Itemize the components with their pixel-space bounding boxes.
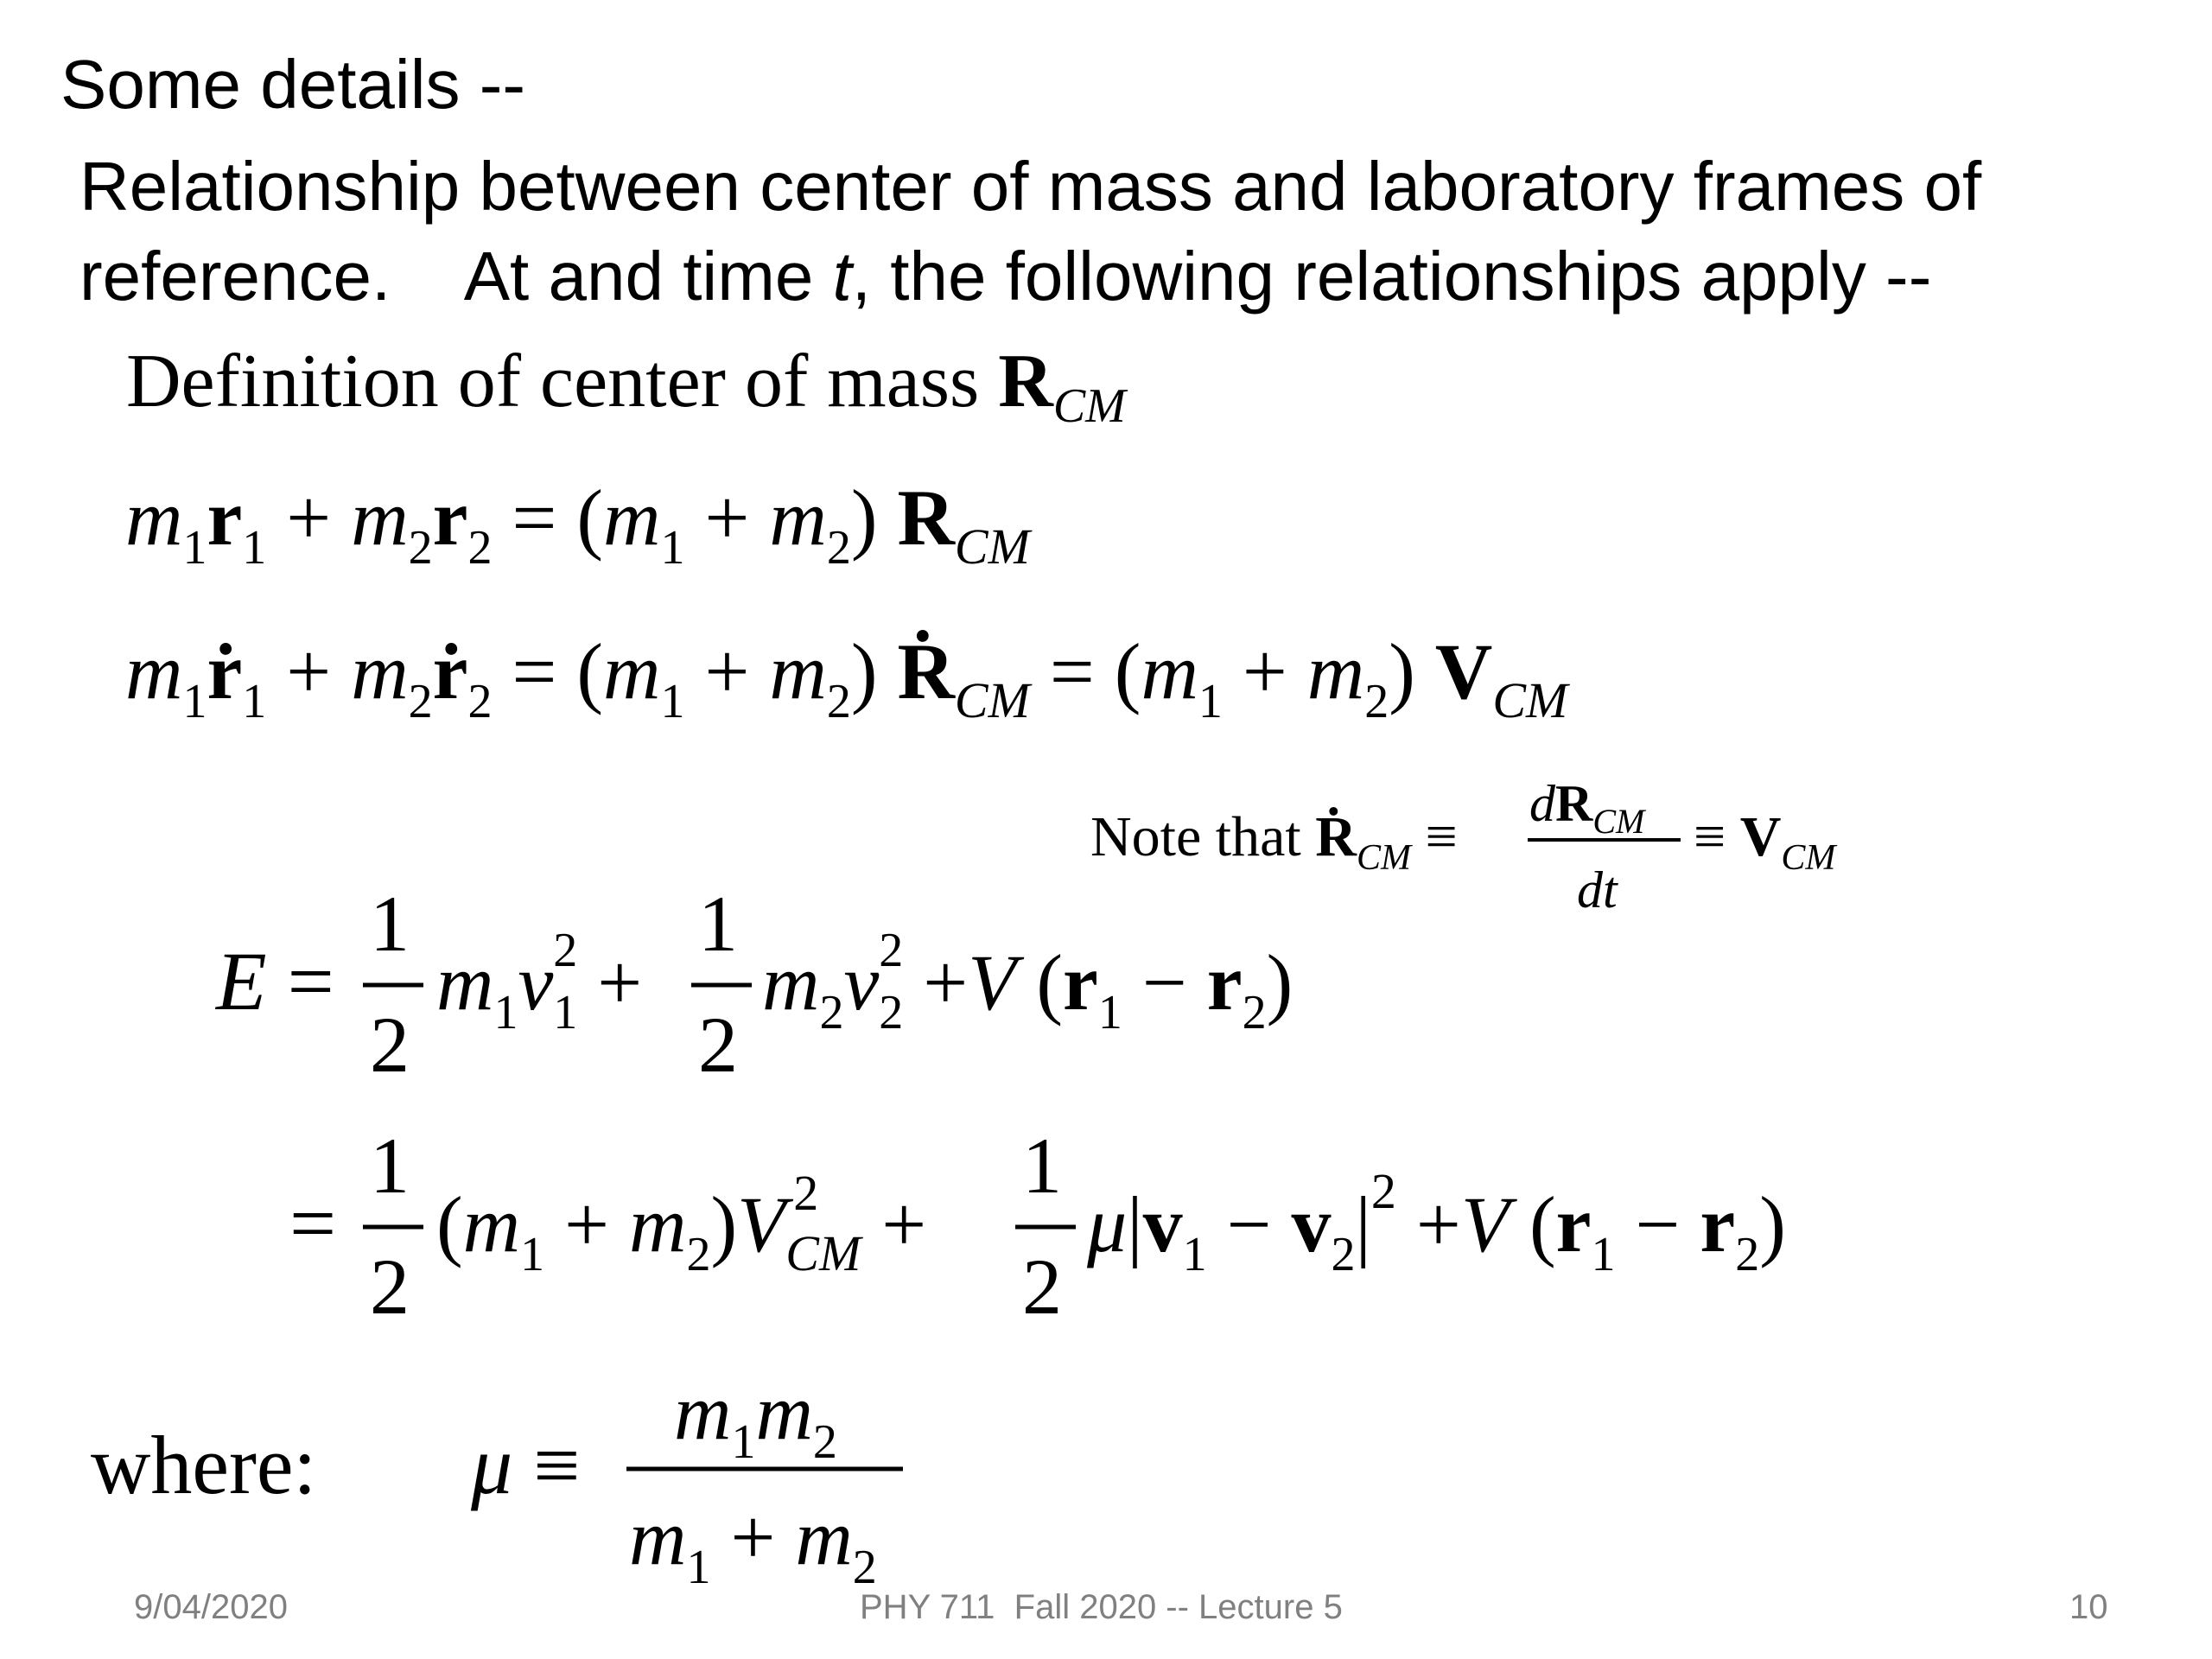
definition-subscript: CM — [1052, 379, 1126, 433]
definition-symbol: R — [998, 340, 1053, 423]
svg-text:μ|v1 − v2|2 +V (r1 − r2): $\mu|v_1 - v_2|^2 +V$ $(r_1 - r_2)$ — [1087, 1163, 1786, 1281]
footer-course: PHY 711 Fall 2020 -- Lecture 5 — [860, 1588, 1343, 1626]
svg-text:m1m2: $m_1m_2$ — [674, 1368, 837, 1469]
equation-center-of-mass-velocity — [125, 627, 1570, 728]
intro-line-2-start: reference. At and time — [79, 238, 833, 315]
svg-text:(m1 + m2)VCM2 +: $(m_1 + m_2)V_{CM}2$ + — [436, 1165, 927, 1281]
svg-text:dt: dt — [1577, 861, 1618, 918]
svg-text:m2v22 +V (r1 − r2): $m_2v_22 +V$ $(r_1 - r_2)$ — [762, 924, 1294, 1039]
slide-heading: Some details -- — [60, 46, 525, 123]
svg-text:m1 + m2: $m_1 + m_2$ — [629, 1493, 877, 1594]
reduced-mass-definition — [91, 1368, 903, 1594]
svg-text:1: 1 — [698, 880, 738, 968]
equation-energy — [214, 880, 1293, 1089]
intro-line-2-end: , the following relationships apply -- — [851, 238, 1932, 315]
svg-text:2: 2 — [698, 1001, 738, 1089]
note-velocity-definition — [1090, 775, 1837, 918]
footer-date: 9/04/2020 — [134, 1588, 288, 1626]
svg-text:dRCM: $dR_{CM}$ — [1529, 775, 1645, 841]
svg-text:μ ≡: μ ≡ — [471, 1419, 581, 1511]
svg-text:≡ VCM: ≡ $V_{CM}$ — [1694, 805, 1836, 878]
where-label: where: — [91, 1419, 317, 1511]
svg-text:E =: E = — [216, 935, 334, 1027]
intro-line-1: Relationship between center of mass and laboratory frames of — [79, 148, 1982, 225]
intro-time-variable: t — [832, 238, 852, 315]
svg-text:m1r1 + m2r2 = (m1 + m2) RCM: $m_1r_1 + m_2r_2 = (m_1 + m_2)$ $R_{CM}$ — [125, 474, 1030, 575]
svg-text:1: 1 — [370, 1122, 410, 1210]
note-prefix: Note that — [1090, 805, 1301, 868]
definition-text: Definition of center of mass — [126, 340, 999, 423]
svg-text:Note that ṘCM ≡: Note that Ṙ$_{CM}$ ≡ — [1090, 805, 1458, 878]
svg-text:1: 1 — [370, 880, 410, 968]
svg-text:1: 1 — [1022, 1122, 1062, 1210]
svg-text:2: 2 — [370, 1001, 410, 1089]
equation-energy-reduced — [289, 1122, 1786, 1331]
equation-center-of-mass — [125, 474, 1033, 575]
svg-text:2: 2 — [1022, 1243, 1062, 1331]
footer-page-number: 10 — [2069, 1588, 2108, 1626]
svg-text:m1v12 +: $m_1v_12$ + — [436, 924, 643, 1039]
svg-text:=: = — [289, 1177, 337, 1269]
svg-text:m1ṙ1 + m2ṙ2 = (m1 + m2) ṘCM =: $m_1ṙ_1$ + $m_2ṙ_2 = (m_1 + m_2)$ Ṙ$_{CM}$ = $(m_1 + m_2)$ $V_{CM}$ — [125, 627, 1568, 728]
svg-text:2: 2 — [370, 1243, 410, 1331]
